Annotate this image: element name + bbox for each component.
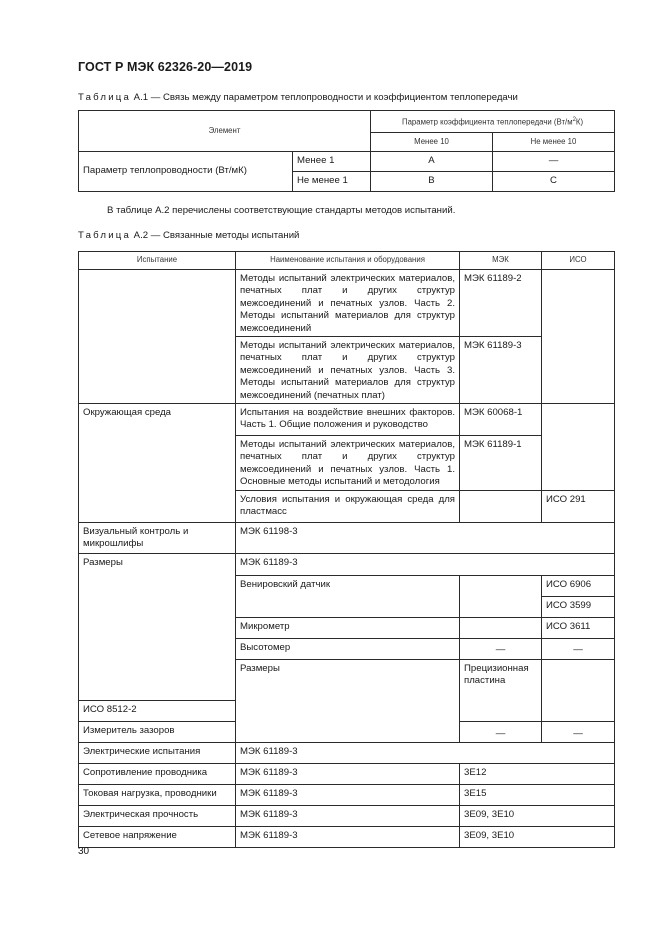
document-header: ГОСТ Р МЭК 62326-20—2019 [78,60,253,74]
name-cell: Методы испытаний электрических материалов, печатных плат и других структур межсоединений и печатных узлов. Часть 3. Методы испытаний материалов для структур межсоединений (печатных плат) [236,337,460,404]
table-a2 [78,251,615,848]
caption-text: А.1 — Связь между параметром теплопроводности и коэффициентом теплопередачи [131,92,518,103]
name-cell: МЭК 61198-3 [236,523,615,554]
paragraph: В таблице А.2 перечислены соответствующие стандарты методов испытаний. [107,205,456,216]
test-cell: Размеры [79,554,236,701]
caption-text: А.2 — Связанные методы испытаний [131,230,300,241]
header-param: Параметр коэффициента теплопередачи $(Вт/м^2К)$ [371,111,615,133]
iec-cell [460,618,542,639]
value-cell: А [371,152,493,172]
caption-word: Таблица [78,230,132,241]
test-cell: Сопротивление проводника [79,764,236,785]
name-cell: Методы испытаний электрических материалов, печатных плат и других структур межсоединений и печатных узлов. Часть 1. Основные методы испытаний и методология [236,436,460,491]
caption-word: Таблица [78,92,132,103]
iec-cell: МЭК 61189-2 [460,270,542,337]
name-cell: МЭК 61189-3 [236,827,460,848]
row-label: Параметр теплопроводности (Вт/мК) [79,152,293,192]
table-a1 [78,110,615,192]
iso-cell: — [542,722,615,743]
name-cell: Измеритель зазоров [79,722,236,743]
name-cell: МЭК 61189-3 [236,554,615,576]
iec-cell: МЭК 61189-3 [460,337,542,404]
iso-cell: ИСО 6906 [542,576,615,597]
name-cell: МЭК 61189-3 [236,785,460,806]
name-cell: МЭК 61189-3 [236,743,615,764]
test-cell: Токовая нагрузка, проводники [79,785,236,806]
table-a2-caption [78,230,299,241]
header-iso: ИСО [542,252,615,270]
name-cell: МЭК 61189-3 [236,806,460,827]
value-cell: — [493,152,615,172]
iec-cell [460,576,542,618]
header-name: Наименование испытания и оборудования [236,252,460,270]
iso-cell [542,404,615,491]
iso-cell: ИСО 3611 [542,618,615,639]
cond-cell: Не менее 1 [293,172,371,192]
iec-cell: МЭК 61189-1 [460,436,542,491]
name-cell: Условия испытания и окружающая среда для пластмасс [236,491,460,523]
iec-cell: 3E15 [460,785,615,806]
iec-cell: 3E09, 3E10 [460,827,615,848]
subheader-ge10: Не менее 10 [493,133,615,152]
header-element: Элемент [79,111,371,152]
name-cell: Высотомер [236,639,460,660]
name-cell: Прецизионная пластина [460,660,542,722]
name-cell: Испытания на воздействие внешних факторов. Часть 1. Общие положения и руководство [236,404,460,436]
test-cell: Окружающая среда [79,404,236,523]
test-cell [79,270,236,404]
iso-cell: ИСО 8512-2 [79,701,236,722]
iso-cell [542,270,615,404]
value-cell: С [493,172,615,192]
test-cell: Сетевое напряжение [79,827,236,848]
value-cell: В [371,172,493,192]
iec-cell: МЭК 60068-1 [460,404,542,436]
iec-cell [542,660,615,722]
table-a1-caption [78,92,518,103]
iso-cell: ИСО 291 [542,491,615,523]
subheader-lt10: Менее 10 [371,133,493,152]
test-cell: Размеры [236,660,460,743]
iso-cell: — [542,639,615,660]
iec-cell: 3E09, 3E10 [460,806,615,827]
header-iec: МЭК [460,252,542,270]
test-cell: Электрическая прочность [79,806,236,827]
page-number: 30 [78,846,90,857]
iec-cell: 3E12 [460,764,615,785]
name-cell: Микрометр [236,618,460,639]
test-cell: Электрические испытания [79,743,236,764]
iso-cell: ИСО 3599 [542,597,615,618]
iec-cell [460,491,542,523]
test-cell: Визуальный контроль и микрошлифы [79,523,236,554]
iec-cell: — [460,639,542,660]
iec-cell: — [460,722,542,743]
cond-cell: Менее 1 [293,152,371,172]
header-test: Испытание [79,252,236,270]
name-cell: МЭК 61189-3 [236,764,460,785]
name-cell: Методы испытаний электрических материалов, печатных плат и других структур межсоединений и печатных узлов. Часть 2. Методы испытаний материалов для структур межсоединений [236,270,460,337]
name-cell: Венировский датчик [236,576,460,618]
